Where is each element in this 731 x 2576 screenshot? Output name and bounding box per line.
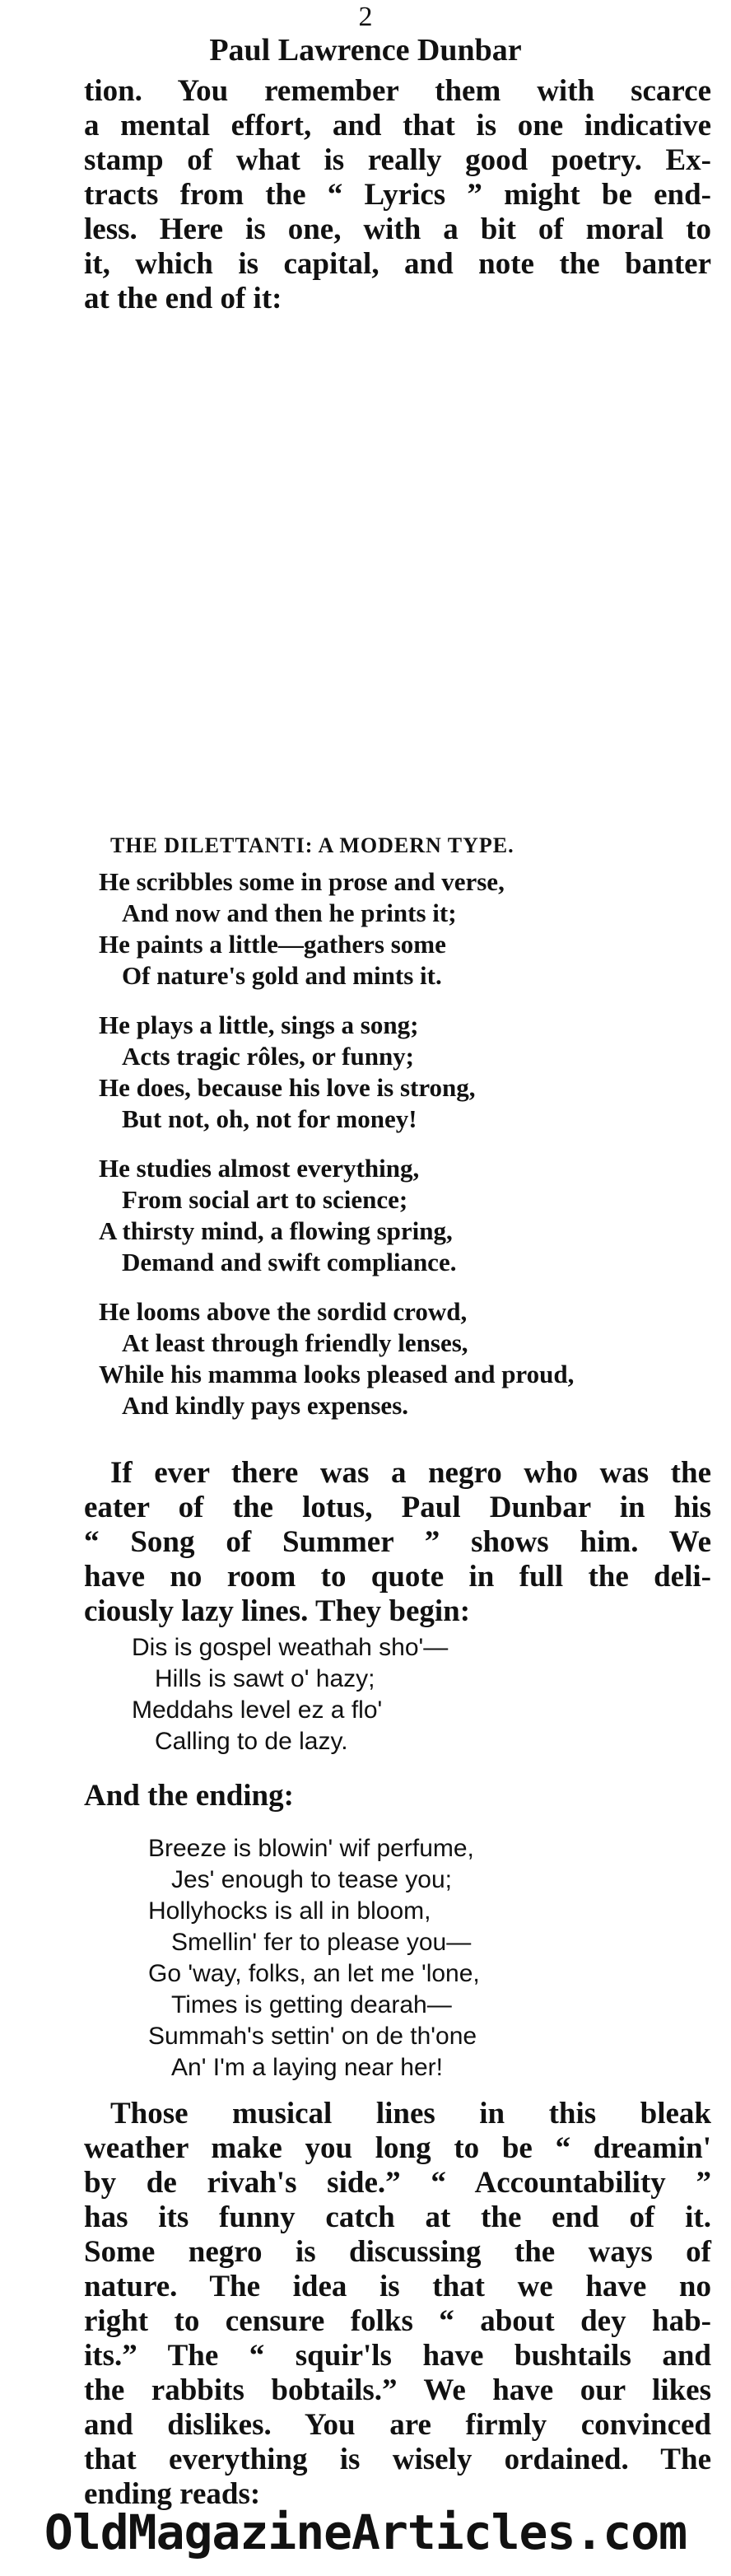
- verse-line: Jes' enough to tease you;: [171, 1866, 452, 1893]
- verse-line: Times is getting dearah—: [171, 1991, 452, 2018]
- verse-line: Summah's settin' on de th'one: [148, 2023, 477, 2050]
- text-line: that everything is wisely ordained. The: [84, 2443, 711, 2476]
- text-line: the rabbits bobtails.” We have our likes: [84, 2373, 711, 2407]
- text-line: have no room to quote in full the deli-: [84, 1560, 711, 1594]
- paragraph-1: [84, 74, 711, 316]
- text-line: nature. The idea is that we have no: [84, 2270, 711, 2303]
- verse-line: And now and then he prints it;: [122, 898, 457, 927]
- paragraph-3: [84, 1779, 711, 1813]
- verse-line: But not, oh, not for money!: [122, 1104, 417, 1133]
- running-head: Paul Lawrence Dunbar: [209, 33, 522, 68]
- verse-line: He studies almost everything,: [99, 1154, 420, 1183]
- verse-line: He does, because his love is strong,: [99, 1073, 476, 1102]
- verse-line: Smellin' fer to please you—: [171, 1929, 472, 1956]
- text-line: ending reads:: [84, 2477, 261, 2511]
- text-line: a mental effort, and that is one indicative: [84, 109, 711, 142]
- verse-line: Calling to de lazy.: [155, 1728, 348, 1755]
- page-number: 2: [358, 2, 373, 32]
- text-line: ciously lazy lines. They begin:: [84, 1594, 471, 1628]
- text-line: weather make you long to be “ dreamin': [84, 2131, 711, 2165]
- text-line: stamp of what is really good poetry. Ex-: [84, 143, 711, 177]
- verse-line: Breeze is blowin' wif perfume,: [148, 1835, 474, 1862]
- verse-line: An' I'm a laying near her!: [171, 2054, 443, 2081]
- text-line: And the ending:: [84, 1779, 294, 1813]
- verse-line: And kindly pays expenses.: [122, 1391, 409, 1420]
- text-line: If ever there was a negro who was the: [110, 1456, 711, 1490]
- text-line: less. Here is one, with a bit of moral to: [84, 212, 711, 246]
- text-line: tion. You remember them with scarce: [84, 74, 711, 108]
- text-line: right to censure folks “ about dey hab-: [84, 2304, 711, 2338]
- verse-line: He looms above the sordid crowd,: [99, 1297, 468, 1326]
- verse-line: Demand and swift compliance.: [122, 1248, 457, 1276]
- poem-title: THE DILETTANTI: A MODERN TYPE.: [110, 833, 514, 857]
- verse-line: He paints a little—gathers some: [99, 930, 446, 959]
- verse-line: He plays a little, sings a song;: [99, 1010, 419, 1039]
- verse-line: Hollyhocks is all in bloom,: [148, 1897, 431, 1925]
- text-line: and dislikes. You are firmly convinced: [84, 2408, 711, 2442]
- verse-line: He scribbles some in prose and verse,: [99, 867, 505, 896]
- text-line: Some negro is discussing the ways of: [84, 2235, 711, 2269]
- verse-line: Meddahs level ez a flo': [132, 1696, 383, 1724]
- paragraph-4: [84, 2097, 711, 2512]
- text-line: its.” The “ squir'ls have bushtails and: [84, 2339, 711, 2373]
- verse-line: Go 'way, folks, an let me 'lone,: [148, 1960, 480, 1987]
- verse-line: From social art to science;: [122, 1185, 408, 1214]
- paragraph-2: [84, 1456, 711, 1629]
- verse-line: Hills is sawt o' hazy;: [155, 1665, 375, 1692]
- verse-line: A thirsty mind, a flowing spring,: [99, 1216, 453, 1245]
- text-line: by de rivah's side.” “ Accountability ”: [84, 2166, 711, 2200]
- text-line: at the end of it:: [84, 282, 282, 315]
- text-line: “ Song of Summer ” shows him. We: [84, 1525, 711, 1559]
- verse-line: Dis is gospel weathah sho'—: [132, 1634, 449, 1661]
- text-line: it, which is capital, and note the banter: [84, 247, 711, 281]
- verse-line: Of nature's gold and mints it.: [122, 961, 442, 990]
- verse-line: Acts tragic rôles, or funny;: [122, 1042, 415, 1071]
- text-line: tracts from the “ Lyrics ” might be end-: [84, 178, 711, 212]
- text-line: Those musical lines in this bleak: [110, 2097, 711, 2130]
- verse-line: At least through friendly lenses,: [122, 1328, 468, 1357]
- verse-line: While his mamma looks pleased and proud,: [99, 1360, 575, 1388]
- text-line: eater of the lotus, Paul Dunbar in his: [84, 1491, 711, 1524]
- text-line: has its funny catch at the end of it.: [84, 2200, 711, 2234]
- footer-site-name: OldMagazineArticles.com: [44, 2504, 687, 2560]
